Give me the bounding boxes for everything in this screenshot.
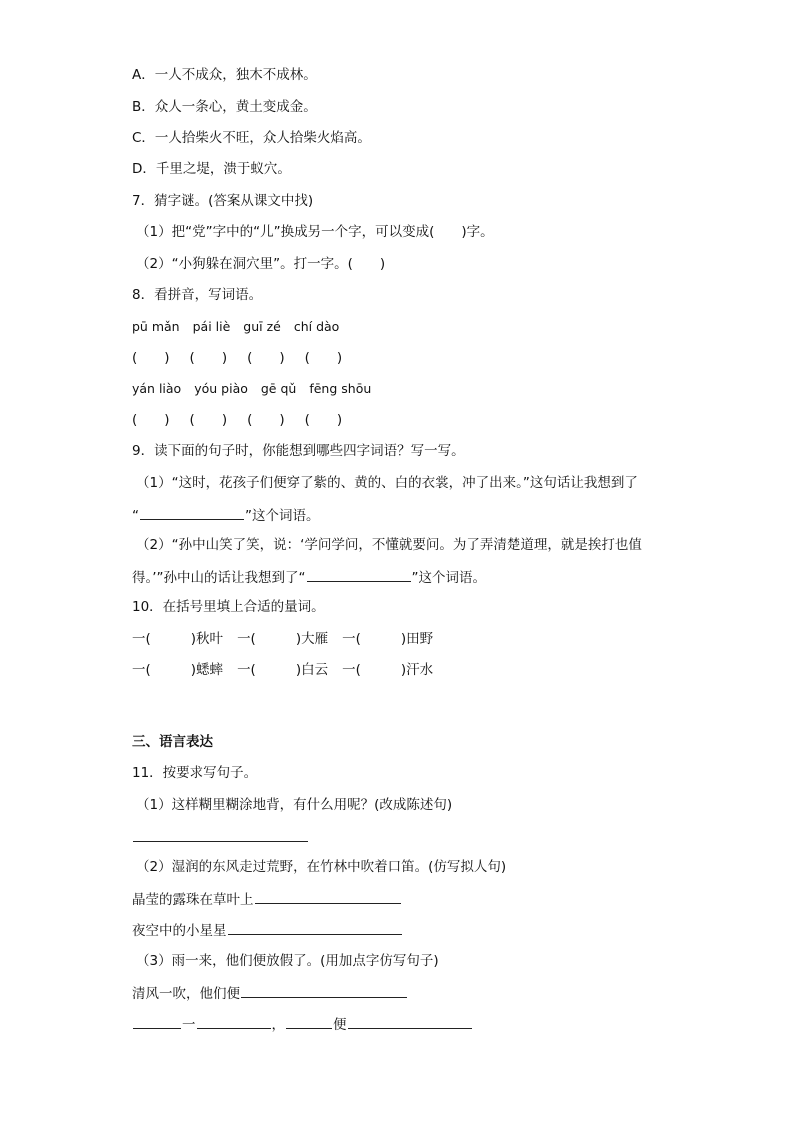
measure-word-item[interactable]: 一( )大雁 [237,631,329,647]
pinyin: pái liè [192,319,231,334]
answer-blank[interactable]: ( ) [189,350,228,366]
option-c: C．一人拾柴火不旺，众人拾柴火焰高。 [132,130,371,146]
pinyin: chí dào [293,319,340,334]
measure-word-row-2 [132,661,447,679]
answer-underline[interactable] [286,1014,332,1029]
answer-underline[interactable] [228,920,402,935]
answer-underline[interactable] [255,889,401,904]
measure-word-item[interactable]: 一( )蟋蟀 [132,662,224,678]
answer-underline[interactable] [307,567,411,582]
measure-word-item[interactable]: 一( )汗水 [342,662,434,678]
q11-title: 11．按要求写句子。 [132,765,258,781]
q9-part1-tail: ”这个词语。 [245,508,320,524]
q9-part2-line1: （2）“孙中山笑了笑，说：‘学问学问，不懂就要问。为了弄清楚道理，就是挨打也值 [136,537,642,553]
pinyin: pū mǎn [132,319,180,334]
option-a: A．一人不成众，独木不成林。 [132,67,317,83]
prompt-text: 清风一吹，他们便 [132,986,240,1002]
answer-underline[interactable] [197,1014,271,1029]
answer-underline[interactable] [133,1014,181,1029]
option-d: D．千里之堤，溃于蚁穴。 [132,161,291,177]
q11-part3: （3）雨一来，他们便放假了。(用加点字仿写句子) [136,953,439,969]
answer-underline[interactable] [133,827,308,842]
answer-underline[interactable] [140,505,244,520]
q9-part1-line1: （1）“这时，花孩子们便穿了紫的、黄的、白的衣裳，冲了出来。”这句话让我想到了 [136,475,638,491]
measure-word-item[interactable]: 一( )白云 [237,662,329,678]
measure-word-item[interactable]: 一( )秋叶 [132,631,224,647]
pinyin: gē qǔ [260,381,297,396]
answer-blank[interactable]: ( ) [189,412,228,428]
q7-part2: （2）“小狗躲在洞穴里”。打一字。( ) [136,256,386,272]
q7-part1: （1）把“党”字中的“儿”换成另一个字，可以变成( )字。 [136,224,494,240]
q11-part2-a [132,889,402,909]
answer-blanks-row-1[interactable] [132,349,362,367]
option-b: B．众人一条心，黄土变成金。 [132,99,317,115]
answer-underline[interactable] [348,1014,472,1029]
q9-title: 9．读下面的句子时，你能想到哪些四字词语？写一写。 [132,443,465,459]
pinyin: fēng shōu [309,381,372,396]
answer-blanks-row-2[interactable] [132,411,362,429]
pinyin-row-2 [132,380,384,398]
q11-part2-b [132,920,403,940]
q11-part1: （1）这样糊里糊涂地背，有什么用呢？(改成陈述句) [136,797,453,813]
pinyin: yóu piào [194,381,248,396]
answer-blank[interactable]: ( ) [132,350,170,366]
answer-blank[interactable]: ( ) [247,412,285,428]
q9-part1-line2 [132,505,320,525]
answer-blank[interactable]: ( ) [304,350,343,366]
q11-part3-b: 一 ， 便 [132,1014,473,1034]
answer-underline[interactable] [241,983,407,998]
q10-title: 10．在括号里填上合适的量词。 [132,599,325,615]
open-quote: “ [132,508,139,524]
q7-title: 7．猜字谜。(答案从课文中找) [132,193,314,209]
measure-word-row-1 [132,630,447,648]
answer-blank[interactable]: ( ) [304,412,343,428]
pinyin: yán liào [132,381,182,396]
prompt-text: 晶莹的露珠在草叶上 [132,892,254,908]
answer-blank[interactable]: ( ) [247,350,285,366]
q8-title: 8．看拼音，写词语。 [132,287,263,303]
q9-part2-head: 得。’”孙中山的话让我想到了“ [132,570,306,586]
q9-part2-tail: ”这个词语。 [411,570,487,586]
answer-line[interactable] [132,827,309,847]
q11-part2: （2）湿润的东风走过荒野，在竹林中吹着口笛。(仿写拟人句) [136,859,507,875]
pinyin-row-1 [132,318,352,336]
prompt-text: 夜空中的小星星 [132,923,227,939]
q9-part2-line2 [132,567,486,587]
section-heading: 三、语言表达 [132,734,213,750]
pinyin: guī zé [243,319,281,334]
measure-word-item[interactable]: 一( )田野 [342,631,434,647]
q11-part3-a [132,983,408,1003]
answer-blank[interactable]: ( ) [132,412,170,428]
